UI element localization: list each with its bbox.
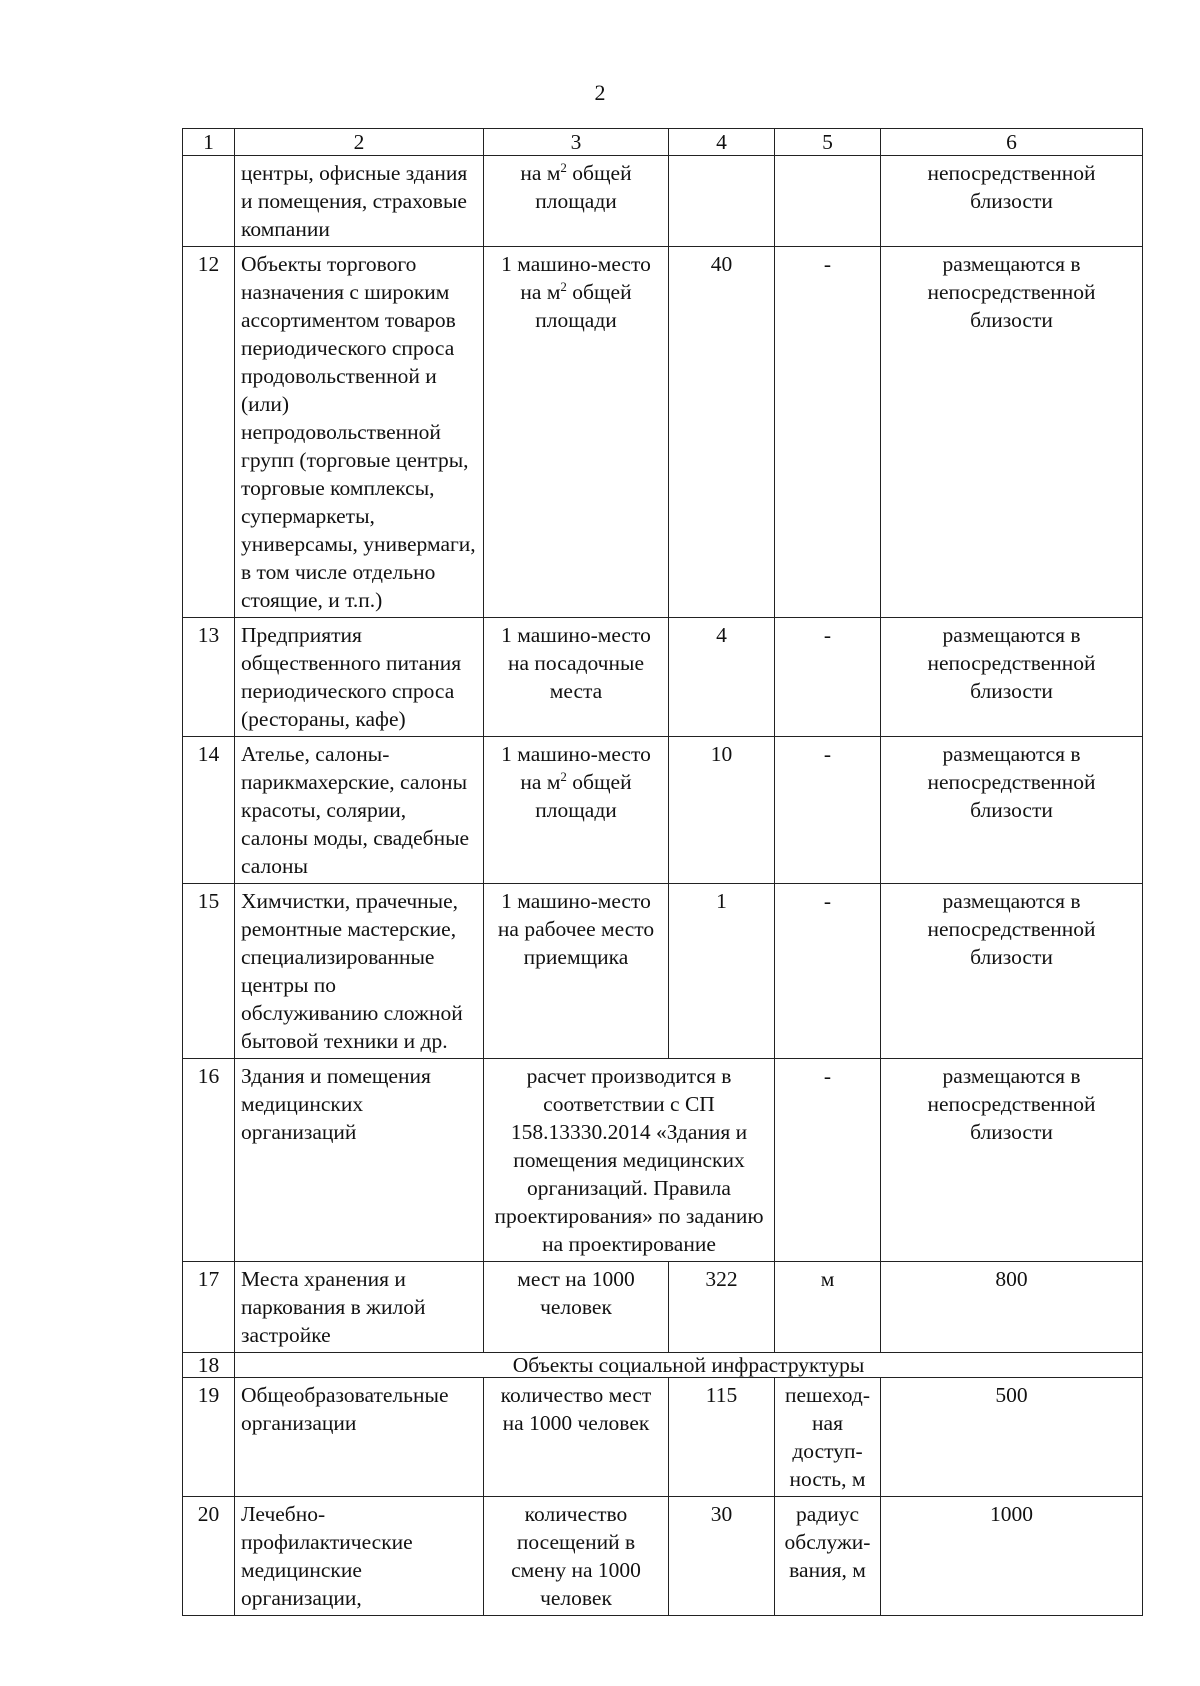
row-number: 14 <box>183 737 235 884</box>
norm-value <box>669 156 775 247</box>
header-col-1: 1 <box>183 129 235 156</box>
accessibility-value: 800 <box>881 1262 1143 1353</box>
table-row <box>183 1378 1143 1497</box>
accessibility-value: размещаются в непосредственной близости <box>881 618 1143 737</box>
accessibility-value: размещаются в непосредственной близости <box>881 737 1143 884</box>
header-col-5: 5 <box>775 129 881 156</box>
object-type: Химчистки, прачечные, ремонтные мастерские, специализированные центры по обслуживанию сложной бытовой техники и др. <box>235 884 484 1059</box>
parking-norms-table <box>182 128 1143 1616</box>
object-type: Объекты торгового назначения с широким ассортиментом товаров периодического спроса продовольственной и (или) непродовольственной групп (торговые центры, торговые комплексы, супермаркеты, универсамы, универмаги, в том числе отдельно стоящие, и т.п.) <box>235 247 484 618</box>
header-col-2: 2 <box>235 129 484 156</box>
calc-unit: количество посещений в смену на 1000 человек <box>484 1497 669 1616</box>
table-row <box>183 1262 1143 1353</box>
accessibility-unit: - <box>775 247 881 618</box>
object-type: центры, офисные здания и помещения, страховые компании <box>235 156 484 247</box>
calc-unit: 1 машино-место на $м^2$ общей площади <box>484 247 669 618</box>
calc-unit: 1 машино-место на посадочные места <box>484 618 669 737</box>
accessibility-unit: радиус обслужи-вания, м <box>775 1497 881 1616</box>
norm-value: 1 <box>669 884 775 1059</box>
row-number: 12 <box>183 247 235 618</box>
table-row <box>183 1059 1143 1262</box>
accessibility-unit: пешеход-ная доступ-ность, м <box>775 1378 881 1497</box>
norm-value: 4 <box>669 618 775 737</box>
table-row <box>183 156 1143 247</box>
object-type: Лечебно-профилактические медицинские организации, <box>235 1497 484 1616</box>
norm-value: 322 <box>669 1262 775 1353</box>
accessibility-value: непосредственной близости <box>881 156 1143 247</box>
norm-value: 40 <box>669 247 775 618</box>
accessibility-value: размещаются в непосредственной близости <box>881 884 1143 1059</box>
calc-unit: количество мест на 1000 человек <box>484 1378 669 1497</box>
row-number: 18 <box>183 1353 235 1378</box>
row-number: 17 <box>183 1262 235 1353</box>
norm-value: 10 <box>669 737 775 884</box>
table-row <box>183 884 1143 1059</box>
calc-unit: 1 машино-место на рабочее место приемщика <box>484 884 669 1059</box>
table-row <box>183 247 1143 618</box>
row-number: 16 <box>183 1059 235 1262</box>
table-row <box>183 618 1143 737</box>
section-title: Объекты социальной инфраструктуры <box>235 1353 1143 1378</box>
calc-unit: мест на 1000 человек <box>484 1262 669 1353</box>
row-number <box>183 156 235 247</box>
row-number: 19 <box>183 1378 235 1497</box>
accessibility-value: 1000 <box>881 1497 1143 1616</box>
header-row <box>183 129 1143 156</box>
accessibility-unit: - <box>775 884 881 1059</box>
calc-unit: на $м^2$ общей площади <box>484 156 669 247</box>
header-col-3: 3 <box>484 129 669 156</box>
object-type: Ателье, салоны-парикмахерские, салоны красоты, солярии, салоны моды, свадебные салоны <box>235 737 484 884</box>
row-number: 13 <box>183 618 235 737</box>
accessibility-value: 500 <box>881 1378 1143 1497</box>
calc-method-note: расчет производится в соответствии с СП 158.13330.2014 «Здания и помещения медицинских организаций. Правила проектирования» по заданию на проектирование <box>484 1059 775 1262</box>
accessibility-unit: м <box>775 1262 881 1353</box>
object-type: Здания и помещения медицинских организаций <box>235 1059 484 1262</box>
header-col-4: 4 <box>669 129 775 156</box>
object-type: Предприятия общественного питания периодического спроса (рестораны, кафе) <box>235 618 484 737</box>
table-row <box>183 737 1143 884</box>
norm-value: 115 <box>669 1378 775 1497</box>
page-number: 2 <box>594 80 606 105</box>
object-type: Места хранения и паркования в жилой застройке <box>235 1262 484 1353</box>
header-col-6: 6 <box>881 129 1143 156</box>
norm-value: 30 <box>669 1497 775 1616</box>
accessibility-unit: - <box>775 618 881 737</box>
calc-unit: 1 машино-место на $м^2$ общей площади <box>484 737 669 884</box>
accessibility-value: размещаются в непосредственной близости <box>881 1059 1143 1262</box>
object-type: Общеобразовательные организации <box>235 1378 484 1497</box>
accessibility-value: размещаются в непосредственной близости <box>881 247 1143 618</box>
accessibility-unit: - <box>775 1059 881 1262</box>
accessibility-unit: - <box>775 737 881 884</box>
table-row <box>183 1497 1143 1616</box>
row-number: 20 <box>183 1497 235 1616</box>
row-number: 15 <box>183 884 235 1059</box>
section-row <box>183 1353 1143 1378</box>
accessibility-unit <box>775 156 881 247</box>
